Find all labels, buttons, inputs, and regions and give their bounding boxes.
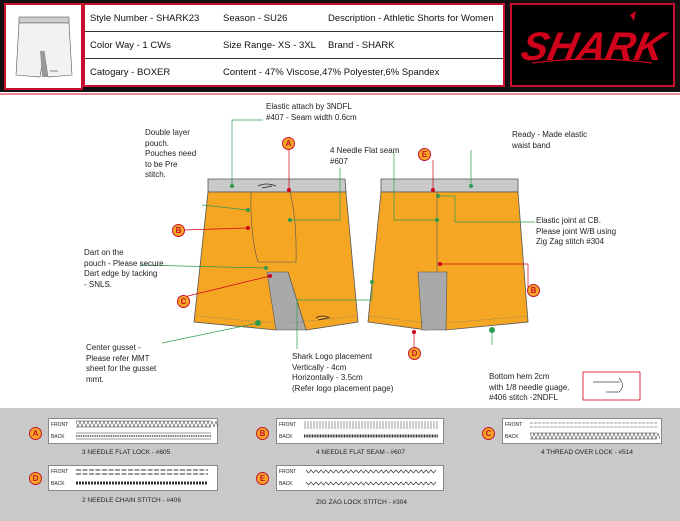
annotation-line: with 1/8 needle guage.: [489, 382, 570, 392]
annotation-line: Elastic joint at CB.: [536, 216, 601, 225]
color-way: Color Way - 1 CWs: [90, 40, 171, 51]
front-waistband: [208, 179, 346, 192]
size-range: Size Range- XS - 3XL: [223, 40, 316, 51]
description: Description - Athletic Shorts for Women: [328, 13, 494, 24]
annotation-flat-seam: [330, 146, 399, 167]
marker-a: A: [282, 137, 295, 150]
annotation-line: Bottom hem 2cm: [489, 372, 550, 381]
annotation-line: pouch - Please secure: [84, 258, 164, 268]
annotation-line: Elastic attach by 3NDFL: [266, 102, 352, 111]
legend-front-label: FRONT: [505, 422, 523, 428]
back-gusset: [418, 272, 447, 330]
marker-c: C: [177, 295, 190, 308]
marker-b-front: B: [172, 224, 185, 237]
legend-caption-b: 4 NEEDLE FLAT SEAM - #607: [316, 449, 405, 456]
front-view-shorts: [194, 179, 358, 330]
legend-front-label: FRONT: [279, 469, 297, 475]
annotation-line: Zig Zag stitch #304: [536, 237, 605, 246]
annotation-line: Please refer MMT: [86, 353, 150, 363]
annotation-elastic-attach: [266, 102, 357, 123]
legend-item-a: [48, 418, 218, 444]
annotation-line: Please joint W/B using: [536, 226, 617, 236]
annotation-line: 4 Needle Flat seam: [330, 146, 400, 155]
annotation-line: #406 stitch -2NDFL: [489, 393, 558, 402]
brand: Brand - SHARK: [328, 40, 395, 51]
marker-e: E: [418, 148, 431, 161]
annotation-line: Pouches need: [145, 149, 197, 158]
back-waistband: [381, 179, 518, 192]
annotation-line: Shark Logo placement: [292, 352, 373, 361]
annotation-line: - SNLS.: [84, 279, 113, 289]
annotation-line: Ready - Made elastic: [512, 130, 588, 139]
style-number: Style Number - SHARK23: [90, 13, 200, 24]
annotation-bottom-hem: [489, 372, 570, 404]
stitch-flatlock-605-icon: [48, 418, 218, 444]
annotation-line: Dart on the: [84, 248, 124, 257]
legend-front-label: FRONT: [279, 422, 297, 428]
legend-item-b: [276, 418, 444, 444]
season: Season - SU26: [223, 13, 288, 24]
legend-marker-e: E: [256, 472, 269, 485]
annotation-line: pouch.: [145, 138, 170, 148]
annotation-line: Double layer: [145, 128, 190, 137]
annotation-line: Center gusset -: [86, 343, 141, 352]
annotation-line: sheet for the gusset: [86, 364, 157, 373]
marker-d: D: [408, 347, 421, 360]
annotation-line: stitch.: [145, 170, 166, 179]
annotation-dart: [84, 248, 164, 290]
annotation-line: (Refer logo placement page): [292, 383, 394, 393]
stitch-chain-406-icon: [48, 465, 218, 491]
annotation-logo-placement: [292, 352, 393, 394]
annotation-line: #407 - Seam width 0.6cm: [266, 112, 357, 122]
hem-detail-box: [583, 372, 640, 400]
legend-caption-e: ZIG ZAG LOCK STITCH - #304: [316, 499, 408, 506]
marker-b-back: B: [527, 284, 540, 297]
legend-item-d: [48, 465, 218, 491]
legend-back-label: BACK: [51, 481, 65, 487]
back-body-panel: [368, 192, 528, 330]
legend-caption-a: 3 NEEDLE FLAT LOCK - #605: [82, 449, 171, 456]
annotation-pouch: [145, 128, 196, 181]
stitch-flatseam-607-icon: [276, 418, 444, 444]
stitch-zigzag-304-icon: [276, 465, 444, 491]
annotation-line: Dart edge by tacking: [84, 269, 158, 278]
legend-marker-c: C: [482, 427, 495, 440]
annotation-line: mmt.: [86, 374, 104, 384]
legend-marker-a: A: [29, 427, 42, 440]
annotation-line: waist band: [512, 140, 551, 150]
annotation-line: #607: [330, 156, 348, 166]
legend-back-label: BACK: [279, 434, 293, 440]
stitch-overlock-514-icon: [502, 418, 662, 444]
legend-marker-b: B: [256, 427, 269, 440]
annotation-waistband: [512, 130, 587, 151]
back-view-shorts: [368, 179, 528, 330]
annotation-line: Horizontally - 3.5cm: [292, 373, 363, 382]
annotation-line: Vertically - 4cm: [292, 362, 347, 372]
annotation-elastic-joint: [536, 216, 616, 248]
legend-front-label: FRONT: [51, 469, 69, 475]
legend-item-e: [276, 465, 444, 491]
legend-back-label: BACK: [279, 481, 293, 487]
legend-caption-c: 4 THREAD OVER LOCK - #514: [541, 449, 633, 456]
annotation-line: to be Pre: [145, 159, 178, 169]
content: Content - 47% Viscose,47% Polyester,6% Spandex: [223, 67, 440, 78]
category: Catogary - BOXER: [90, 67, 171, 78]
annotation-gusset: [86, 343, 156, 385]
logo-wordmark: SHARK: [517, 23, 670, 69]
legend-caption-d: 2 NEEDLE CHAIN STITCH - #406: [82, 497, 181, 504]
legend-item-c: [502, 418, 662, 444]
legend-back-label: BACK: [505, 434, 519, 440]
legend-back-label: BACK: [51, 434, 65, 440]
legend-marker-d: D: [29, 472, 42, 485]
legend-front-label: FRONT: [51, 422, 69, 428]
